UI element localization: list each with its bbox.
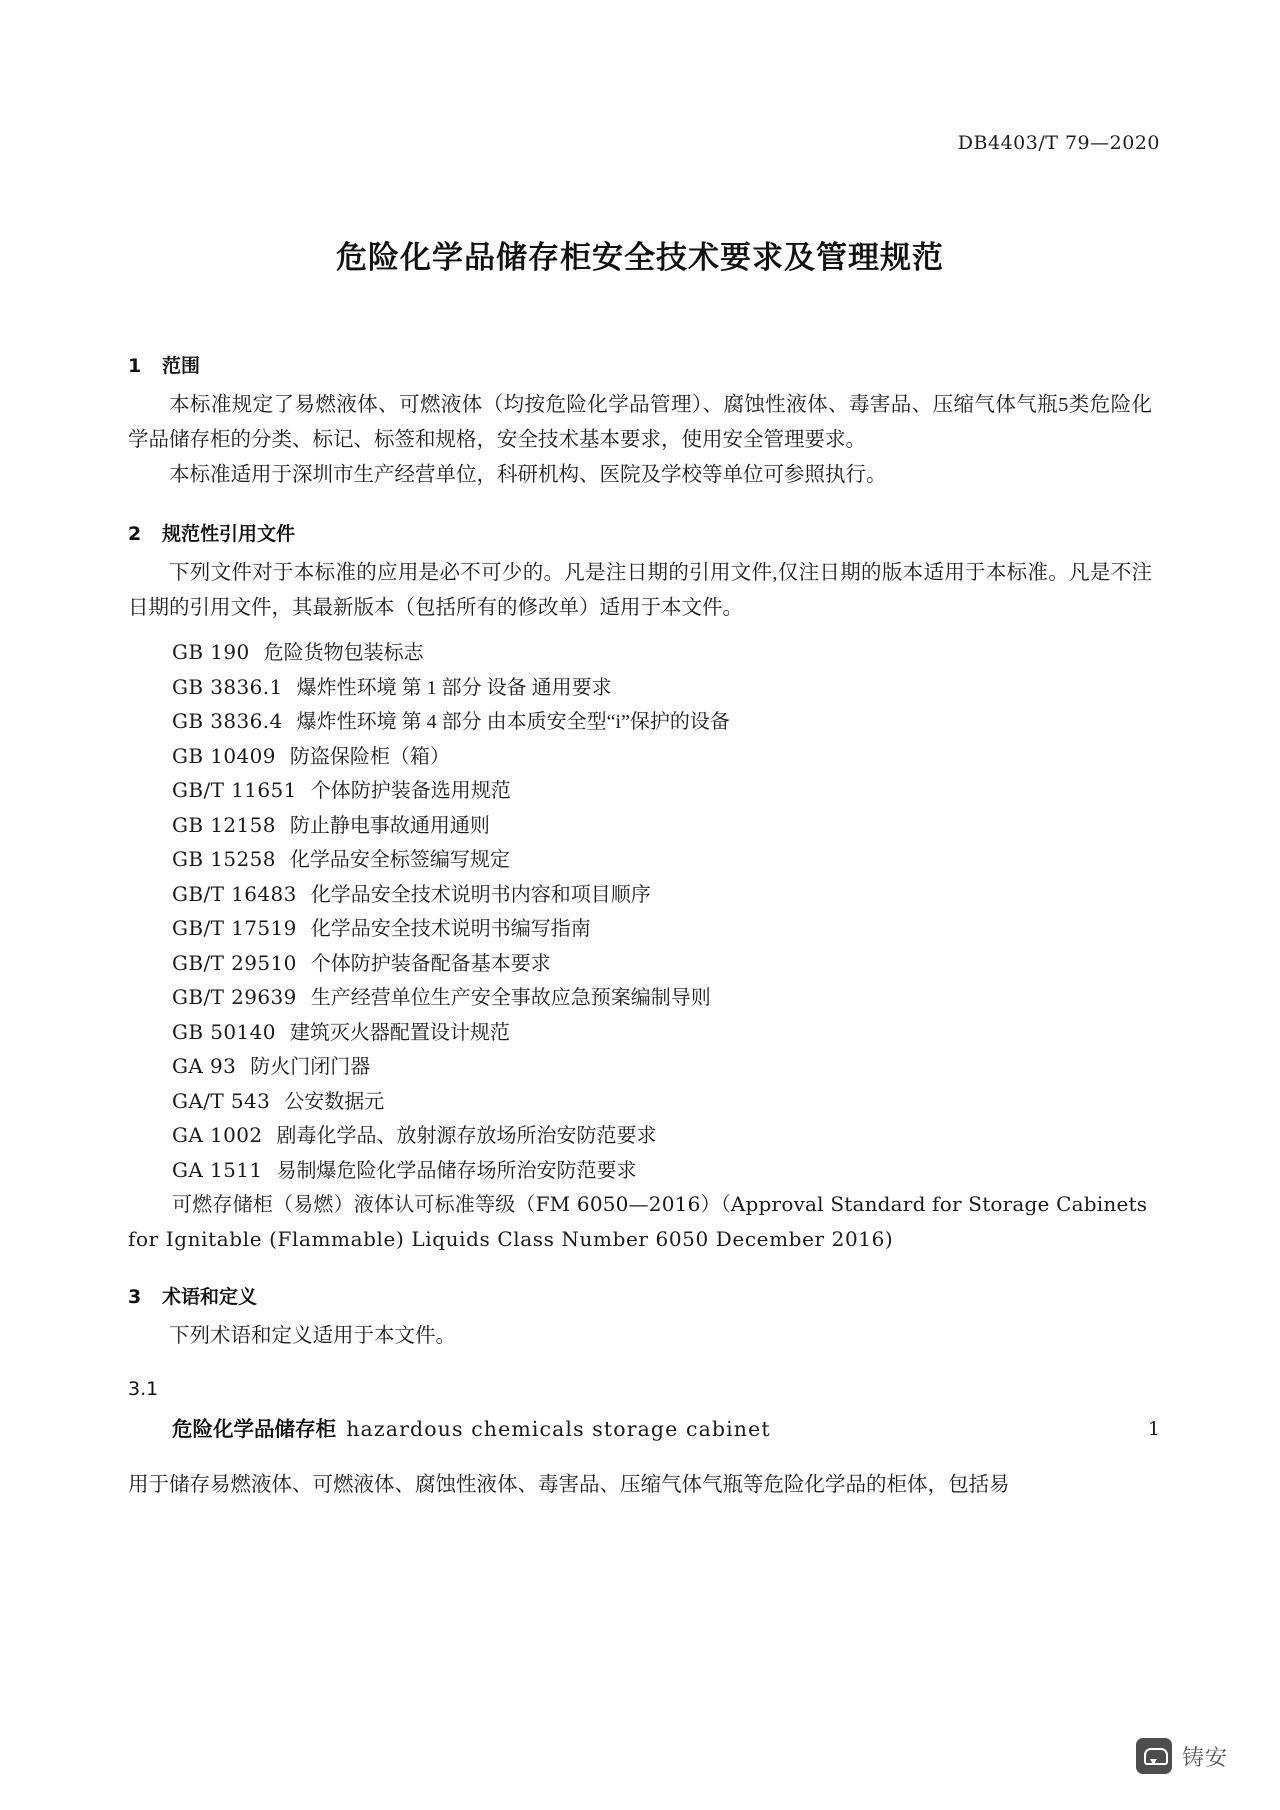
list-item [128,981,1152,1016]
reference-title: 个体防护装备选用规范 [310,780,511,802]
scope-paragraph-1: 本标准规定了易燃液体、可燃液体（均按危险化学品管理）、腐蚀性液体、毒害品、压缩气体气瓶5类危险化学品储存柜的分类、标记、标签和规格，安全技术基本要求，使用安全管理要求。 [128,394,1152,451]
reference-title: 公安数据元 [284,1090,385,1113]
section-heading-terms [128,1282,1152,1309]
list-item [128,1085,1152,1120]
section-heading-references [128,519,1152,546]
reference-code: GB 3836.1 [172,674,283,699]
reference-title: 剧毒化学品、放射源存放场所治安防范要求 [276,1125,657,1147]
list-item [128,1119,1152,1154]
subsection-number-3-1: 3.1 [128,1378,159,1400]
list-item [128,809,1152,844]
list-item [128,1154,1152,1189]
reference-code: GA 93 [172,1054,237,1078]
watermark-label: 铸安 [1181,1745,1228,1771]
section-number-3: 3 [128,1286,142,1308]
list-item [128,740,1152,775]
list-item [128,878,1152,913]
reference-long-line-2: for Ignitable (Flammable) Liquids Class Number 6050 December 2016) [128,1226,894,1251]
reference-code: GA 1002 [172,1123,263,1147]
watermark [1136,1738,1228,1774]
reference-title: 危险货物包装标志 [263,642,424,664]
list-item [128,705,1152,740]
reference-title: 建筑灭火器配置设计规范 [289,1021,510,1044]
shield-logo-icon [1136,1738,1172,1774]
reference-code: GB/T 29639 [172,985,297,1009]
reference-title: 生产经营单位生产安全事故应急预案编制导则 [310,987,711,1009]
term-chinese: 危险化学品储存柜 [172,1417,336,1441]
reference-code: GB 190 [172,640,250,664]
document-body [128,325,1152,1522]
list-item [128,912,1152,947]
reference-title: 化学品安全标签编写规定 [289,849,510,871]
reference-code: GB 12158 [172,812,276,837]
reference-code: GB/T 17519 [172,916,297,940]
list-item [128,947,1152,982]
reference-list [128,636,1152,1188]
term-english: hazardous chemicals storage cabinet [346,1417,771,1441]
list-item [128,671,1152,706]
page-number: 1 [1147,1418,1160,1440]
references-intro: 下列文件对于本标准的应用是必不可少的。凡是注日期的引用文件,仅注日期的版本适用于本标准。凡是不注日期的引用文件，其最新版本（包括所有的修改单）适用于本文件。 [128,562,1152,619]
section-title-2: 规范性引用文件 [162,523,296,545]
document-header-code: DB4403/T 79—2020 [957,132,1160,154]
reference-code: GA/T 543 [172,1088,271,1113]
reference-code: GB 3836.4 [172,709,283,733]
reference-code: GA 1511 [172,1157,263,1182]
reference-code: GB 10409 [172,743,276,768]
reference-long-line-1: 可燃存储柜（易燃）液体认可标准等级（FM 6050—2016）（Approval Standard for Storage Cabinets [172,1192,1148,1216]
section-title-3: 术语和定义 [162,1286,258,1308]
reference-title: 爆炸性环境 第 1 部分 设备 通用要求 [296,676,612,699]
reference-code: GB 50140 [172,1019,276,1044]
list-item [128,843,1152,878]
reference-title: 防火门闭门器 [250,1056,371,1078]
section-heading-scope [128,351,1152,378]
list-item [128,774,1152,809]
list-item [128,1050,1152,1085]
page-title: 危险化学品储存柜安全技术要求及管理规范 [336,240,944,276]
reference-code: GB/T 29510 [172,950,297,975]
reference-code: GB/T 16483 [172,881,297,906]
reference-title: 化学品安全技术说明书内容和项目顺序 [310,883,651,906]
section-number-2: 2 [128,523,142,545]
term-definition: 用于储存易燃液体、可燃液体、腐蚀性液体、毒害品、压缩气体气瓶等危险化学品的柜体，包括易 [128,1473,1010,1496]
section-title-1: 范围 [162,355,201,377]
reference-code: GB 15258 [172,847,276,871]
reference-long-item [128,1188,1152,1256]
list-item [128,636,1152,671]
reference-title: 防止静电事故通用通则 [289,814,490,837]
list-item [128,1016,1152,1051]
terms-intro: 下列术语和定义适用于本文件。 [169,1325,456,1347]
reference-title: 化学品安全技术说明书编写指南 [310,918,591,940]
reference-title: 个体防护装备配备基本要求 [310,952,551,975]
reference-code: GB/T 11651 [172,778,297,802]
reference-title: 防盗保险柜（箱） [289,745,450,768]
term-entry-heading [128,1412,1152,1447]
section-number-1: 1 [128,355,142,377]
reference-title: 爆炸性环境 第 4 部分 由本质安全型“i”保护的设备 [296,711,730,733]
scope-paragraph-2: 本标准适用于深圳市生产经营单位，科研机构、医院及学校等单位可参照执行。 [169,464,887,486]
reference-title: 易制爆危险化学品储存场所治安防范要求 [276,1159,637,1182]
